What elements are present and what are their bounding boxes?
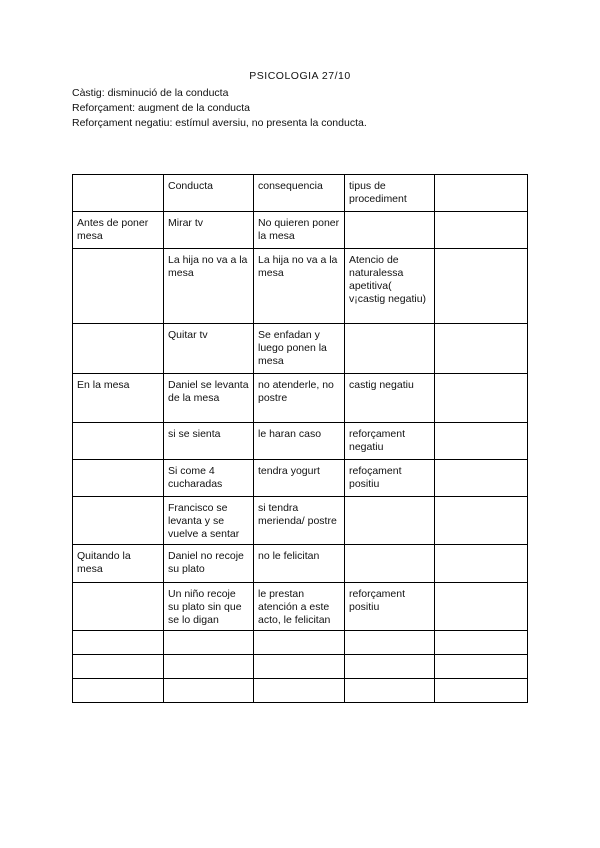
table-cell — [345, 679, 435, 703]
table-cell: Un niño recoje su plato sin que se lo digan — [164, 583, 254, 631]
table-cell: castig negatiu — [345, 374, 435, 423]
table-cell — [435, 324, 528, 374]
table-cell — [164, 655, 254, 679]
table-row — [73, 460, 528, 497]
table-cell — [73, 583, 164, 631]
table-cell: Quitar tv — [164, 324, 254, 374]
behavior-table — [72, 174, 528, 703]
table-cell — [73, 175, 164, 212]
table-cell: tipus de procediment — [345, 175, 435, 212]
table-cell — [73, 679, 164, 703]
table-cell: le prestan atención a este acto, le felicitan — [254, 583, 345, 631]
table-cell — [345, 631, 435, 655]
table-cell: reforçament negatiu — [345, 423, 435, 460]
table-cell — [73, 249, 164, 324]
table-cell: Si come 4 cucharadas — [164, 460, 254, 497]
table-cell: La hija no va a la mesa — [254, 249, 345, 324]
definition-castig: Càstig: disminució de la conducta — [72, 87, 229, 99]
table-cell: Conducta — [164, 175, 254, 212]
table-cell: Atencio de naturalessa apetitiva( v¡castig negatiu) — [345, 249, 435, 324]
table-cell — [73, 460, 164, 497]
table-cell: Francisco se levanta y se vuelve a sentar — [164, 497, 254, 545]
definition-reforcament-negatiu: Reforçament negatiu: estímul aversiu, no presenta la conducta. — [72, 117, 367, 129]
table-cell: Daniel no recoje su plato — [164, 545, 254, 583]
table-cell — [73, 655, 164, 679]
table-cell: tendra yogurt — [254, 460, 345, 497]
table-cell — [435, 249, 528, 324]
table-row — [73, 212, 528, 249]
table-cell — [435, 175, 528, 212]
table-cell — [345, 497, 435, 545]
table-row — [73, 631, 528, 655]
table-row — [73, 679, 528, 703]
table-cell — [435, 545, 528, 583]
table-header-row — [73, 175, 528, 212]
table-cell — [73, 631, 164, 655]
table-cell — [435, 423, 528, 460]
table-row — [73, 497, 528, 545]
table-cell: no atenderle, no postre — [254, 374, 345, 423]
table-cell: si se sienta — [164, 423, 254, 460]
table-cell — [73, 423, 164, 460]
table-cell — [435, 374, 528, 423]
table-cell: Se enfadan y luego ponen la mesa — [254, 324, 345, 374]
table-row — [73, 249, 528, 324]
table-cell — [345, 545, 435, 583]
table-cell: refoçament positiu — [345, 460, 435, 497]
definition-reforcament: Reforçament: augment de la conducta — [72, 102, 251, 114]
table-cell: Quitando la mesa — [73, 545, 164, 583]
table-cell — [164, 679, 254, 703]
table-cell — [254, 631, 345, 655]
table-row — [73, 655, 528, 679]
table-cell: La hija no va a la mesa — [164, 249, 254, 324]
table-cell — [435, 679, 528, 703]
table-cell — [73, 324, 164, 374]
table-cell: Antes de poner mesa — [73, 212, 164, 249]
definitions — [72, 86, 367, 131]
table-row — [73, 423, 528, 460]
table-cell — [254, 679, 345, 703]
table-cell: consequencia — [254, 175, 345, 212]
page-title: PSICOLOGIA 27/10 — [249, 70, 351, 82]
table-cell: Mirar tv — [164, 212, 254, 249]
table-cell: En la mesa — [73, 374, 164, 423]
table-cell — [435, 631, 528, 655]
table-row — [73, 583, 528, 631]
table-cell — [435, 583, 528, 631]
table-cell — [164, 631, 254, 655]
table-cell: reforçament positiu — [345, 583, 435, 631]
table-cell — [345, 655, 435, 679]
table-cell — [435, 655, 528, 679]
table-cell: le haran caso — [254, 423, 345, 460]
table-cell — [435, 460, 528, 497]
table-cell — [345, 212, 435, 249]
table-cell: si tendra merienda/ postre — [254, 497, 345, 545]
table-cell: no le felicitan — [254, 545, 345, 583]
table-cell — [345, 324, 435, 374]
table-row — [73, 324, 528, 374]
table-cell: No quieren poner la mesa — [254, 212, 345, 249]
table-cell: Daniel se levanta de la mesa — [164, 374, 254, 423]
table-cell — [435, 497, 528, 545]
table-cell — [254, 655, 345, 679]
table-row — [73, 545, 528, 583]
table-row — [73, 374, 528, 423]
table-cell — [435, 212, 528, 249]
table-cell — [73, 497, 164, 545]
